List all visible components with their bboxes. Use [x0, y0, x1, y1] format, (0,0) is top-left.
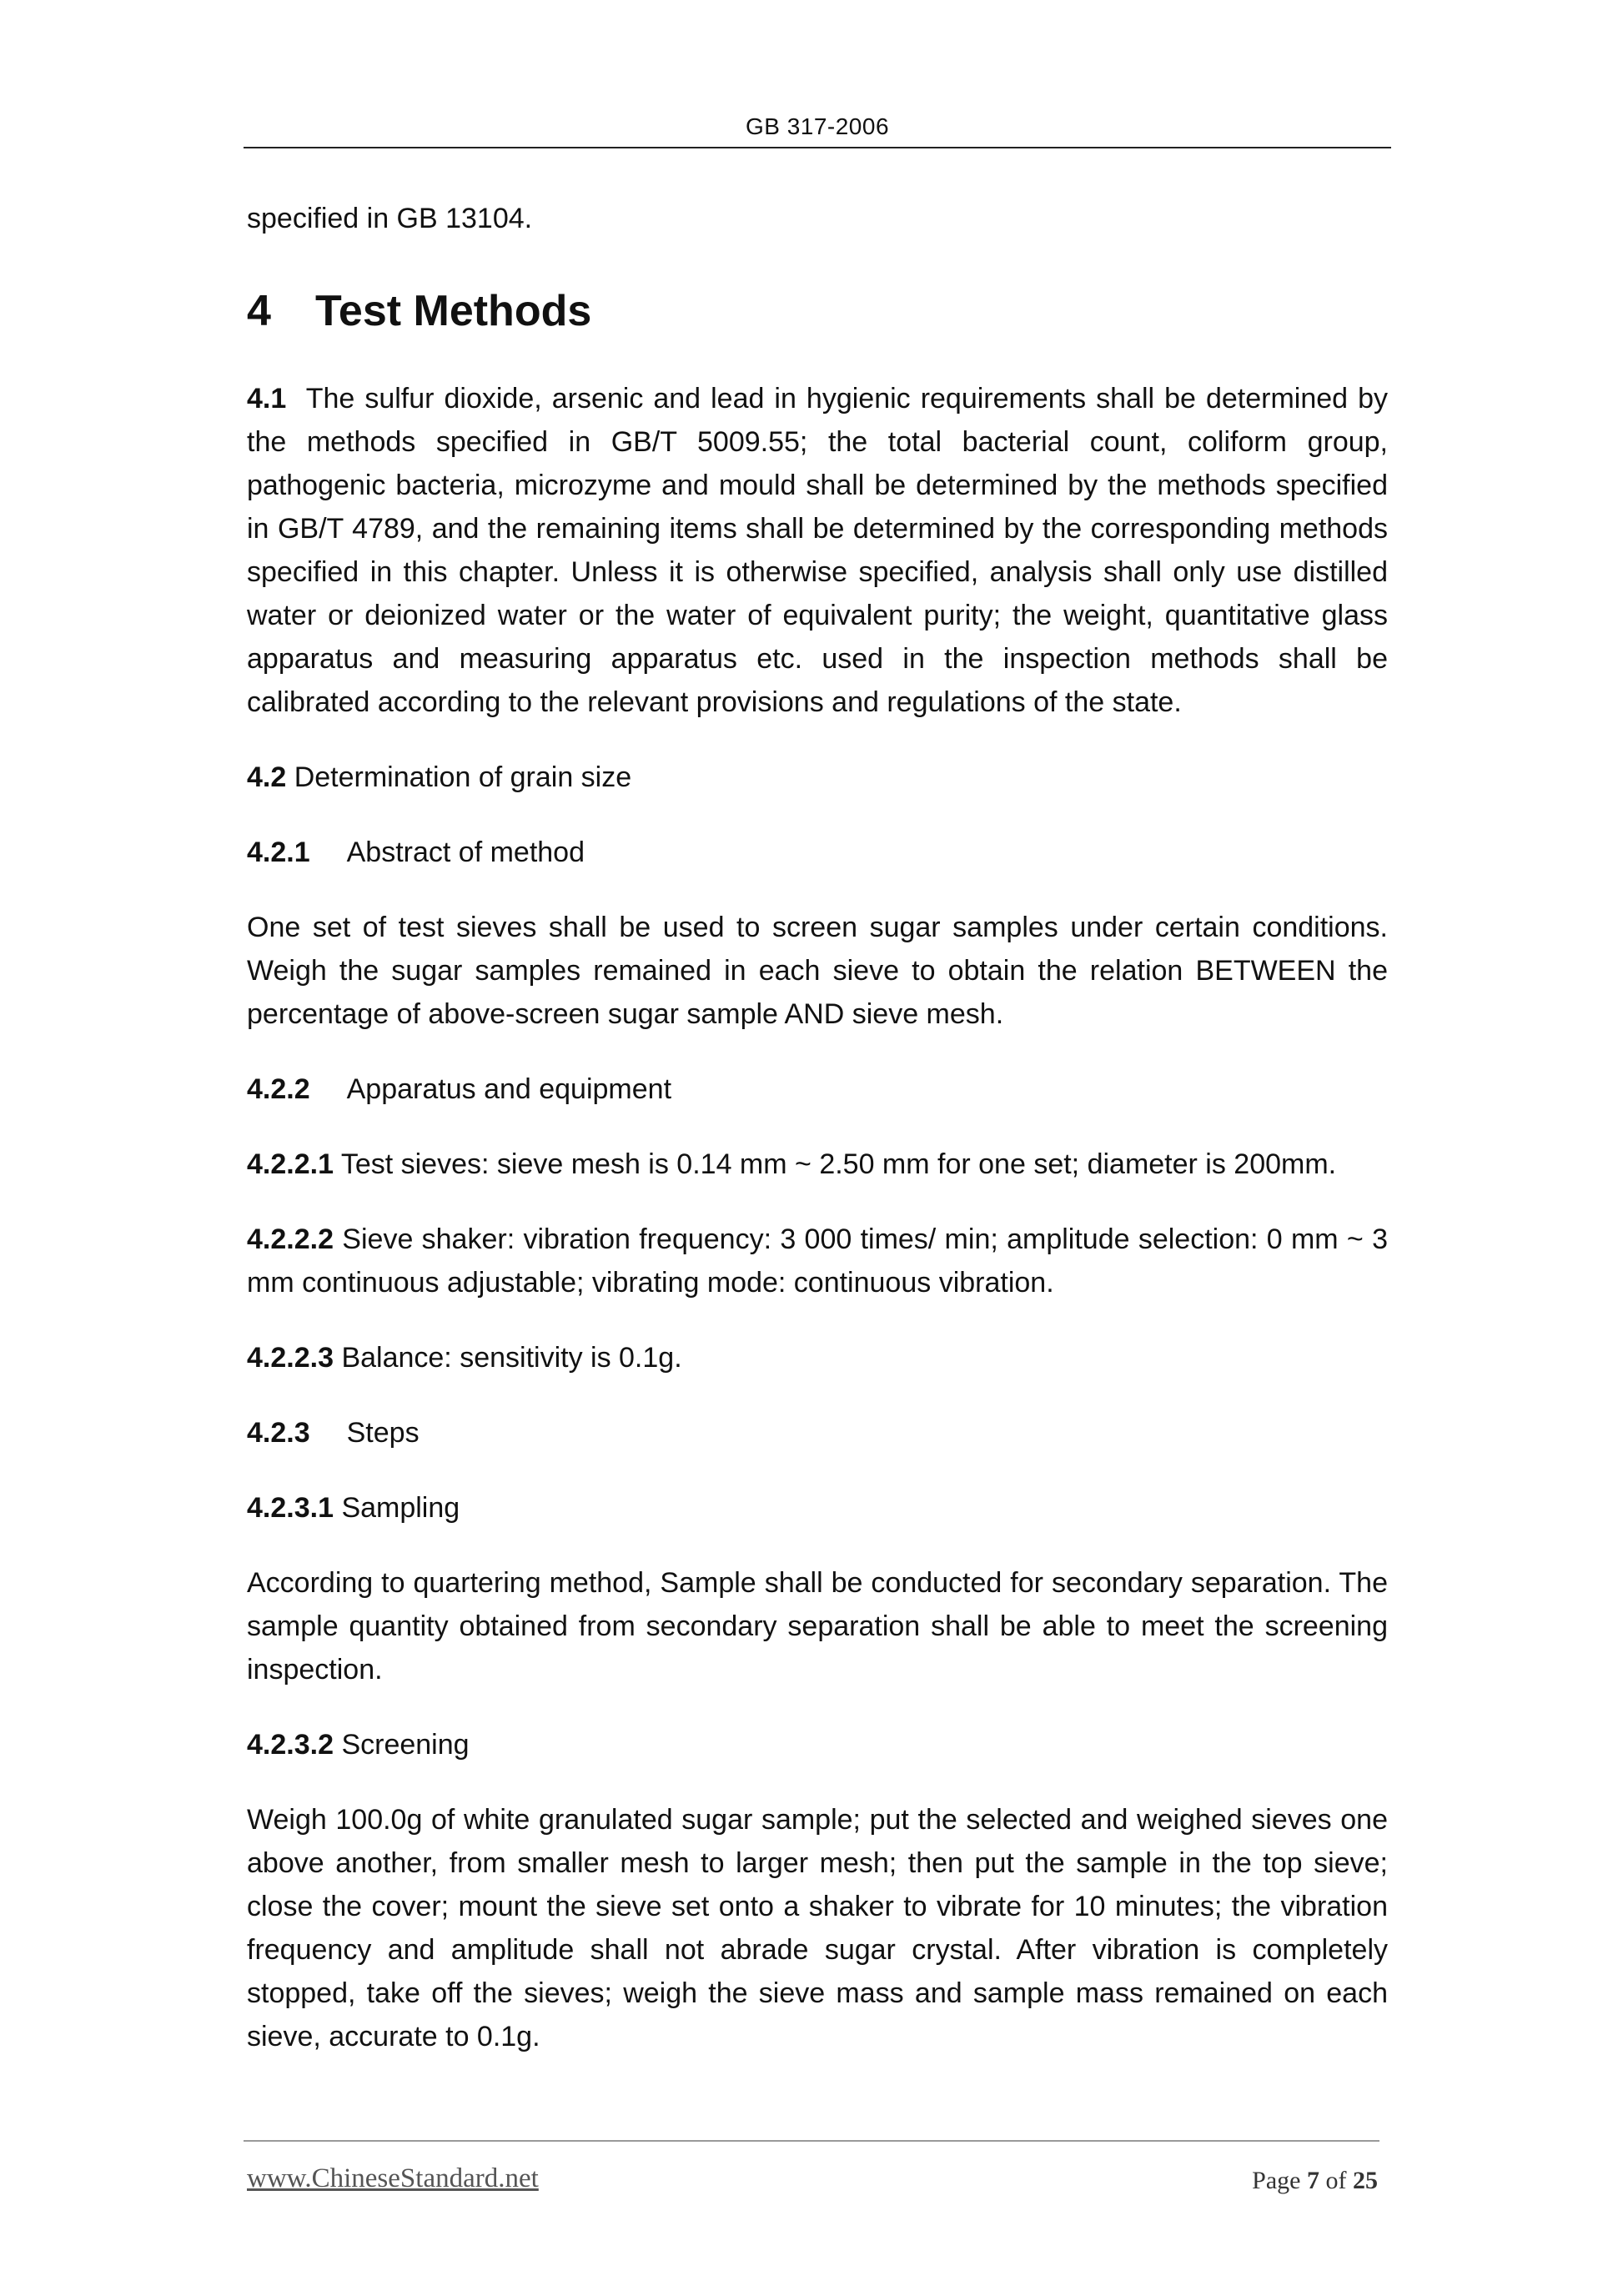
clause-text: Sieve shaker: vibration frequency: 3 000 times/ min; amplitude selection: 0 mm ~ 3 mm continuous adjustable; vibrating mode: continuous vibration.: [247, 1223, 1388, 1299]
clause-title: Determination of grain size: [294, 761, 632, 793]
clause-text: The sulfur dioxide, arsenic and lead in hygienic requirements shall be determined by the methods specified in GB/T 5009.55; the total bacterial count, coliform group, pathogenic bacteria, microzyme and mould shall be determined by the methods specified in GB/T 4789, and the remaining items shall be determined by the corresponding methods specified in this chapter. Unless it is otherwise specified, analysis shall only use distilled water or deionized water or the water of equivalent purity; the weight, quantitative glass apparatus and measuring apparatus etc. used in the inspection methods shall be calibrated according to the relevant provisions and regulations of the state.: [247, 383, 1388, 718]
footer-divider: [244, 2140, 1379, 2142]
page-total: 25: [1353, 2167, 1378, 2194]
clause-4-2-3-1: [247, 1486, 1388, 1530]
clause-number: 4.2.3.2: [247, 1729, 334, 1761]
clause-number: 4.1: [247, 383, 287, 414]
section-title: Test Methods: [315, 287, 592, 335]
clause-title: Steps: [346, 1417, 420, 1449]
clause-4-2: [247, 756, 1388, 799]
clause-4-2-2-3: [247, 1336, 1388, 1379]
clause-4-2-2: [247, 1068, 1388, 1111]
clause-4-2-1: [247, 831, 1388, 874]
clause-number: 4.2: [247, 761, 287, 793]
document-header: GB 317-2006: [745, 113, 890, 139]
clause-number: 4.2.2.1: [247, 1148, 334, 1180]
page-number: [1252, 2167, 1378, 2195]
clause-number: 4.2.2.2: [247, 1223, 334, 1255]
page-of: of: [1325, 2167, 1347, 2194]
clause-number: 4.2.3.1: [247, 1492, 334, 1524]
clause-4-2-3-1-body: According to quartering method, Sample shall be conducted for secondary separation. The sample quantity obtained from secondary separation shall be able to meet the screening inspection.: [247, 1567, 1388, 1686]
clause-title: Apparatus and equipment: [346, 1073, 672, 1105]
clause-4-2-3-2: [247, 1723, 1388, 1766]
page-current: 7: [1307, 2167, 1319, 2194]
page-content: [247, 197, 1388, 2090]
clause-4-1: [247, 377, 1388, 724]
clause-title: Abstract of method: [346, 837, 585, 868]
clause-4-2-3: [247, 1411, 1388, 1454]
footer-website-link[interactable]: www.ChineseStandard.net: [247, 2163, 539, 2193]
clause-number: 4.2.1: [247, 837, 310, 868]
section-heading: [247, 282, 1388, 340]
clause-4-2-1-body: One set of test sieves shall be used to screen sugar samples under certain conditions. Weigh the sugar samples remained in each sieve to obtain the relation BETWEEN the percentage of above-screen sugar sample AND sieve mesh.: [247, 912, 1388, 1030]
clause-number: 4.2.3: [247, 1417, 310, 1449]
page-label: Page: [1252, 2167, 1301, 2194]
section-number: 4: [247, 287, 271, 335]
clause-4-2-2-2: [247, 1218, 1388, 1304]
clause-title: Screening: [341, 1729, 470, 1761]
clause-4-2-2-1: [247, 1143, 1388, 1186]
header-divider: [244, 147, 1391, 148]
clause-number: 4.2.2: [247, 1073, 310, 1105]
continuation-text: specified in GB 13104.: [247, 203, 533, 234]
clause-text: Test sieves: sieve mesh is 0.14 mm ~ 2.50 mm for one set; diameter is 200mm.: [340, 1148, 1337, 1180]
clause-text: Balance: sensitivity is 0.1g.: [341, 1342, 682, 1374]
clause-title: Sampling: [341, 1492, 460, 1524]
clause-4-2-3-2-body: Weigh 100.0g of white granulated sugar sample; put the selected and weighed sieves one above another, from smaller mesh to larger mesh; then put the sample in the top sieve; close the cover; mount the sieve set onto a shaker to vibrate for 10 minutes; the vibration frequency and amplitude shall not abrade sugar crystal. After vibration is completely stopped, take off the sieves; weigh the sieve mass and sample mass remained on each sieve, accurate to 0.1g.: [247, 1804, 1388, 2052]
clause-number: 4.2.2.3: [247, 1342, 334, 1374]
